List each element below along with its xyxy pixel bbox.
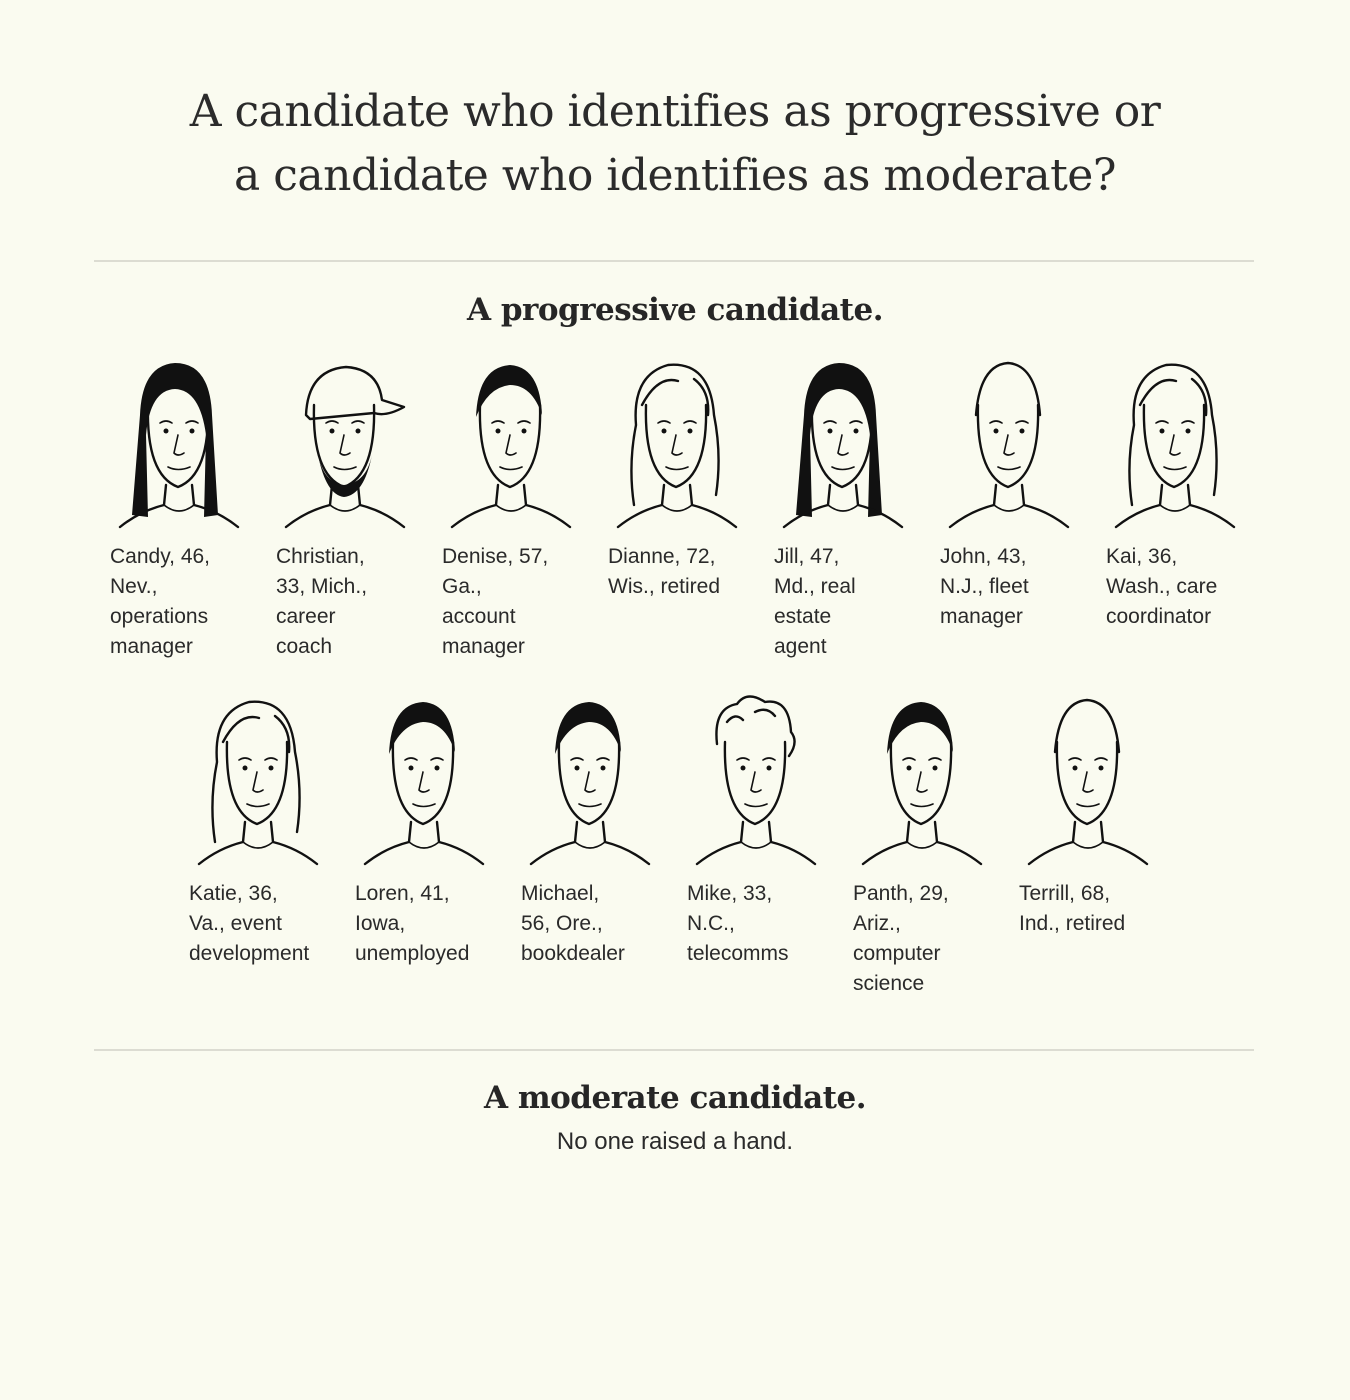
caption-line: Md., real — [774, 575, 856, 598]
person-caption — [1106, 542, 1256, 632]
person-john — [930, 345, 1096, 662]
question-line-2: a candidate who identifies as moderate? — [234, 150, 1116, 201]
portrait-illustration — [843, 682, 993, 867]
person-caption — [774, 542, 924, 662]
moderate-note: No one raised a hand. — [556, 1128, 794, 1155]
progressive-section-title: A progressive candidate. — [466, 292, 884, 328]
portrait-illustration — [1096, 345, 1246, 530]
caption-line: estate — [774, 605, 832, 628]
caption-line: Jill, 47, — [774, 545, 840, 568]
caption-line: Wis., retired — [608, 575, 721, 598]
caption-line: manager — [442, 635, 525, 658]
caption-line: coach — [276, 635, 333, 658]
caption-line: Terrill, 68, — [1019, 882, 1111, 905]
portrait-illustration — [100, 345, 250, 530]
caption-line: account — [442, 605, 516, 628]
caption-line: operations — [110, 605, 209, 628]
caption-line: computer — [853, 942, 941, 965]
caption-line: Panth, 29, — [853, 882, 949, 905]
person-caption — [276, 542, 426, 662]
caption-line: Candy, 46, — [110, 545, 211, 568]
portrait-illustration — [432, 345, 582, 530]
caption-line: N.J., fleet — [940, 575, 1029, 598]
caption-line: Ga., — [442, 575, 482, 598]
person-caption — [355, 879, 505, 969]
question-heading — [0, 80, 1350, 208]
caption-line: 33, Mich., — [276, 575, 368, 598]
caption-line: coordinator — [1106, 605, 1212, 628]
person-mike — [677, 682, 843, 999]
person-panth — [843, 682, 1009, 999]
caption-line: Michael, — [521, 882, 600, 905]
divider-top — [94, 260, 1254, 262]
person-michael — [511, 682, 677, 999]
caption-line: telecomms — [687, 942, 789, 965]
person-katie — [179, 682, 345, 999]
person-caption — [853, 879, 1003, 999]
caption-line: Kai, 36, — [1106, 545, 1178, 568]
caption-line: Dianne, 72, — [608, 545, 716, 568]
caption-line: 56, Ore., — [521, 912, 603, 935]
caption-line: Ind., retired — [1019, 912, 1126, 935]
caption-line: Mike, 33, — [687, 882, 773, 905]
caption-line: Christian, — [276, 545, 365, 568]
portrait-illustration — [266, 345, 416, 530]
portrait-illustration — [345, 682, 495, 867]
portrait-illustration — [930, 345, 1080, 530]
portrait-illustration — [677, 682, 827, 867]
person-caption — [940, 542, 1090, 632]
caption-line: Loren, 41, — [355, 882, 450, 905]
caption-line: science — [853, 972, 925, 995]
person-caption — [110, 542, 260, 662]
divider-bottom — [94, 1049, 1254, 1051]
person-terrill — [1009, 682, 1175, 999]
caption-line: John, 43, — [940, 545, 1027, 568]
question-line-1: A candidate who identifies as progressive or — [189, 86, 1161, 137]
portrait-illustration — [764, 345, 914, 530]
caption-line: development — [189, 942, 310, 965]
person-christian — [266, 345, 432, 662]
caption-line: Wash., care — [1106, 575, 1218, 598]
progressive-row-1 — [100, 345, 1262, 662]
portrait-illustration — [511, 682, 661, 867]
portrait-illustration — [179, 682, 329, 867]
person-dianne — [598, 345, 764, 662]
caption-line: bookdealer — [521, 942, 625, 965]
caption-line: manager — [940, 605, 1023, 628]
progressive-row-2 — [179, 682, 1175, 999]
person-caption — [189, 879, 339, 969]
portrait-illustration — [1009, 682, 1159, 867]
person-caption — [608, 542, 758, 602]
person-caption — [1019, 879, 1169, 939]
person-caption — [687, 879, 837, 969]
person-caption — [521, 879, 671, 969]
caption-line: Katie, 36, — [189, 882, 278, 905]
portrait-illustration — [598, 345, 748, 530]
person-kai — [1096, 345, 1262, 662]
person-caption — [442, 542, 592, 662]
caption-line: Iowa, — [355, 912, 406, 935]
caption-line: Va., event — [189, 912, 283, 935]
caption-line: career — [276, 605, 336, 628]
caption-line: Ariz., — [853, 912, 901, 935]
person-candy — [100, 345, 266, 662]
caption-line: unemployed — [355, 942, 470, 965]
caption-line: agent — [774, 635, 827, 658]
person-jill — [764, 345, 930, 662]
caption-line: Denise, 57, — [442, 545, 549, 568]
person-denise — [432, 345, 598, 662]
person-loren — [345, 682, 511, 999]
caption-line: Nev., — [110, 575, 158, 598]
moderate-section-title: A moderate candidate. — [483, 1080, 867, 1116]
caption-line: N.C., — [687, 912, 735, 935]
caption-line: manager — [110, 635, 193, 658]
